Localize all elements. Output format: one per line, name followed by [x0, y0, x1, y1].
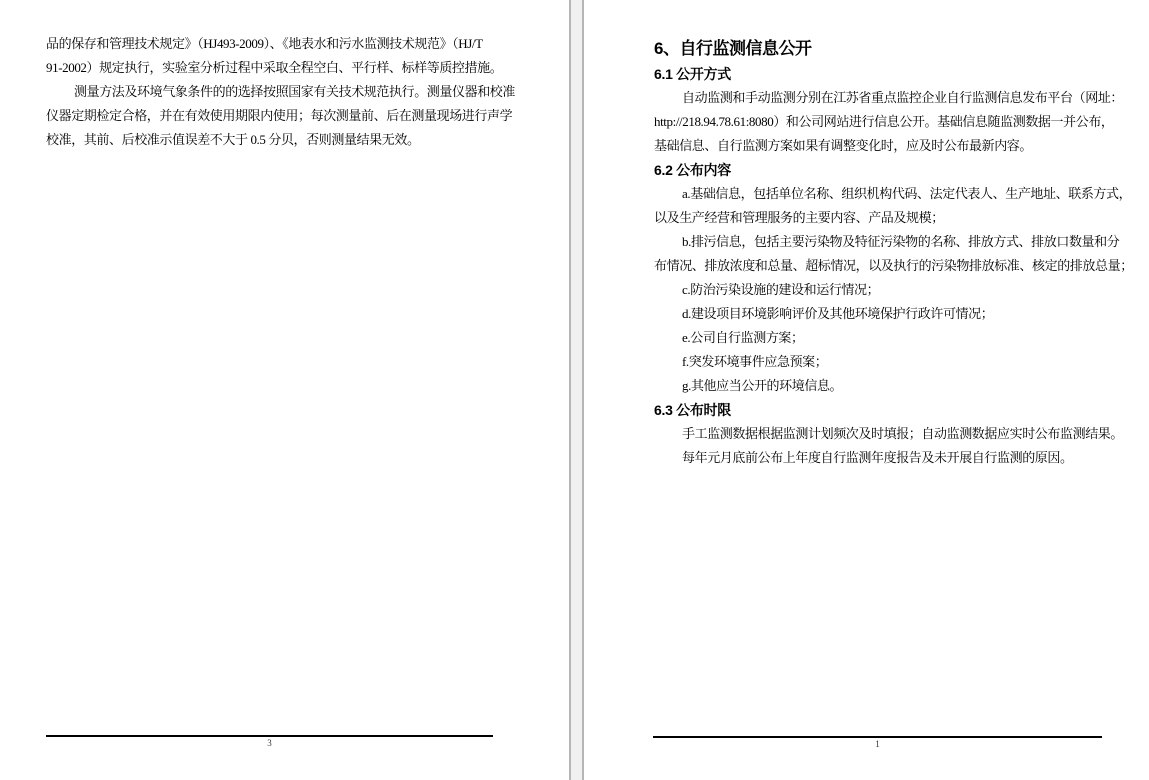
chapter-heading: 6、自行监测信息公开 — [654, 39, 812, 58]
document-page-left[interactable] — [0, 0, 569, 780]
text-line: 自动监测和手动监测分别在江苏省重点监控企业自行监测信息发布平台（网址： — [682, 90, 1124, 105]
text-line: 布情况、排放浓度和总量、超标情况，以及执行的污染物排放标准、核定的排放总量； — [654, 258, 1133, 273]
text-line: 测量方法及环境气象条件的的选择按照国家有关技术规范执行。测量仪器和校准 — [74, 84, 516, 99]
text-line: 品的保存和管理技术规定》（HJ493-2009）、《地表水和污水监测技术规范》（HJ/T — [46, 36, 483, 51]
section-title-6-3: 6.3 公布时限 — [654, 402, 731, 418]
section-title-6-1: 6.1 公开方式 — [654, 66, 731, 82]
document-page-right[interactable] — [584, 0, 1149, 780]
section-title-6-2: 6.2 公布内容 — [654, 162, 731, 178]
text-line: b.排污信息，包括主要污染物及特征污染物的名称、排放方式、排放口数量和分 — [682, 234, 1120, 249]
text-line: g.其他应当公开的环境信息。 — [682, 378, 843, 393]
text-line: a.基础信息，包括单位名称、组织机构代码、法定代表人、生产地址、联系方式， — [682, 186, 1132, 201]
text-line: f.突发环境事件应急预案； — [682, 354, 828, 369]
page-right-footer — [653, 736, 1102, 749]
text-line: 每年元月底前公布上年度自行监测年度报告及未开展自行监测的原因。 — [682, 450, 1073, 465]
page-divider — [569, 0, 584, 780]
footer-rule — [653, 736, 1102, 738]
text-line: e.公司自行监测方案； — [682, 330, 804, 345]
page-number: 1 — [875, 739, 880, 749]
text-line: http://218.94.78.61:8080）和公司网站进行信息公开。基础信息随监测数据一并公布， — [654, 114, 1114, 129]
footer-rule — [46, 735, 493, 737]
page-left-text-block — [46, 32, 526, 152]
text-line: 91-2002）规定执行，实验室分析过程中采取全程空白、平行样、标样等质控措施。 — [46, 60, 503, 75]
page-right-text-block — [654, 36, 1133, 470]
text-line: 手工监测数据根据监测计划频次及时填报；自动监测数据应实时公布监测结果。 — [682, 426, 1124, 441]
text-line: d.建设项目环境影响评价及其他环境保护行政许可情况； — [682, 306, 994, 321]
text-line: 校准，其前、后校准示值误差不大于 0.5 分贝，否则测量结果无效。 — [46, 132, 420, 147]
text-line: c.防治污染设施的建设和运行情况； — [682, 282, 880, 297]
text-line: 以及生产经营和管理服务的主要内容、产品及规模； — [654, 210, 944, 225]
text-line: 基础信息、自行监测方案如果有调整变化时，应及时公布最新内容。 — [654, 138, 1033, 153]
page-left-footer — [46, 735, 493, 748]
text-line: 仪器定期检定合格，并在有效使用期限内使用；每次测量前、后在测量现场进行声学 — [46, 108, 513, 123]
page-number: 3 — [267, 738, 272, 748]
